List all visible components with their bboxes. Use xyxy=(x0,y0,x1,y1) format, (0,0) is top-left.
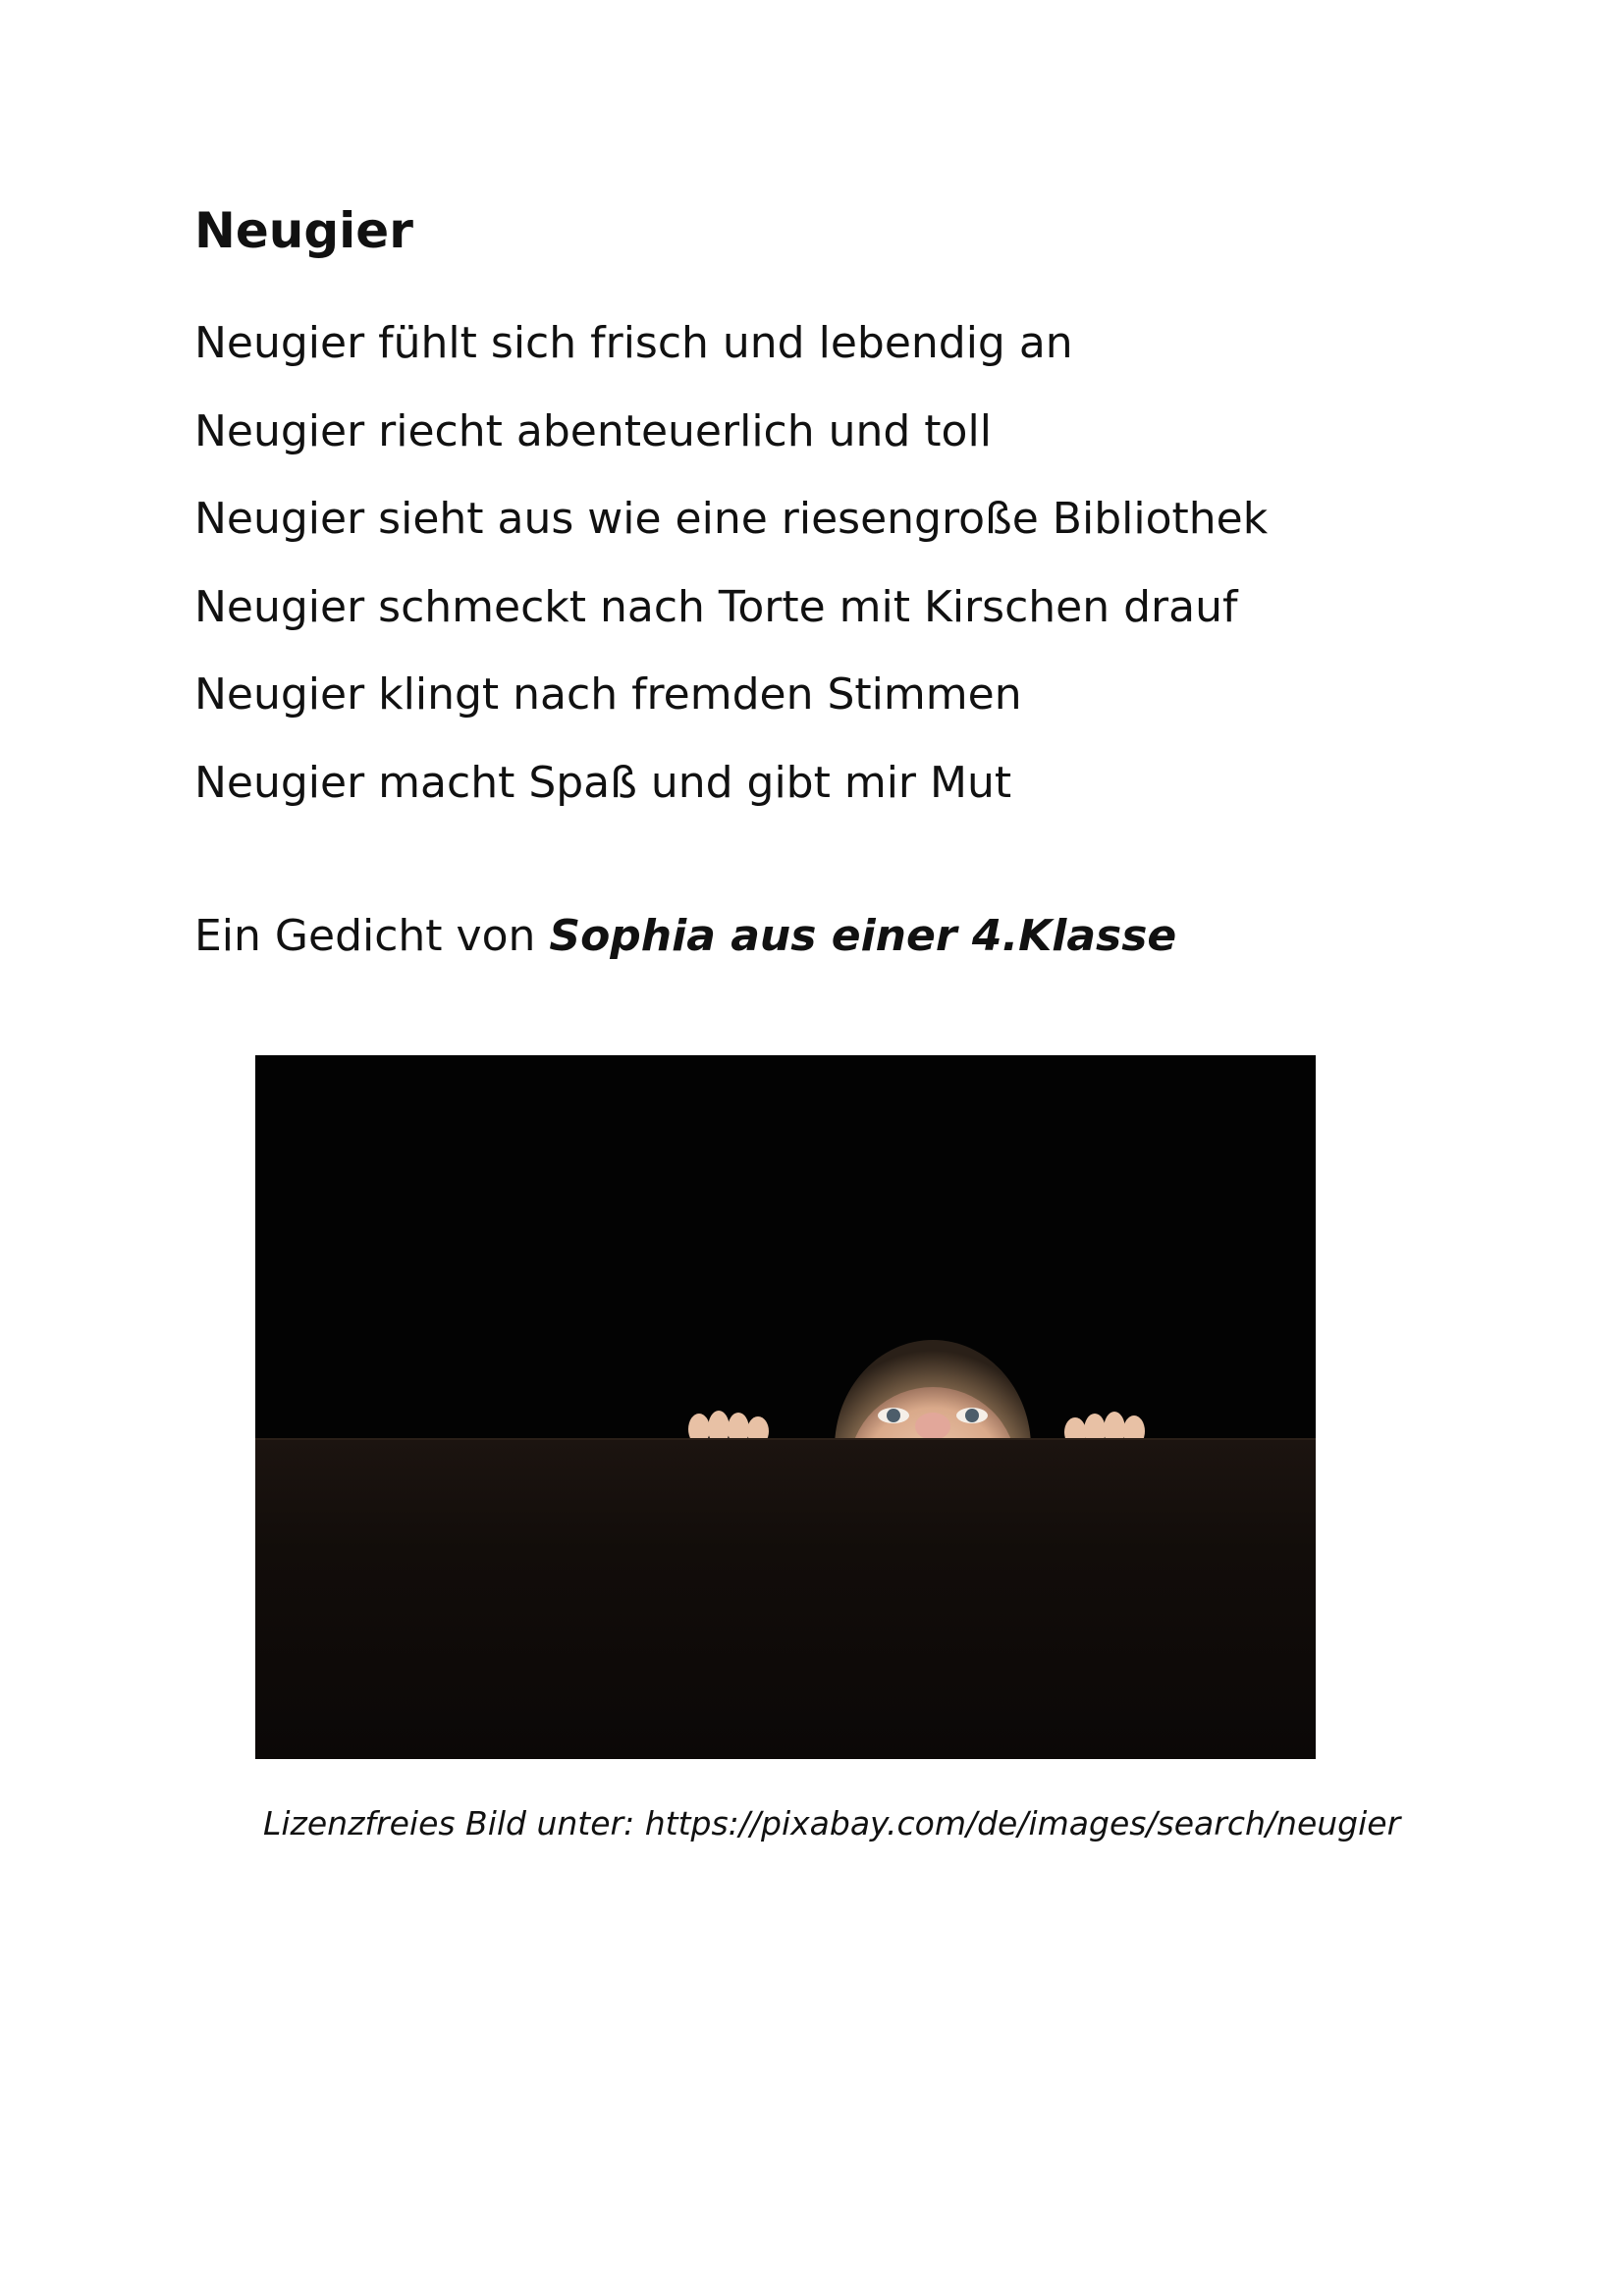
byline-prefix: Ein Gedicht von xyxy=(194,911,550,961)
poem-line: Neugier sieht aus wie eine riesengroße Bibliothek xyxy=(194,494,1269,545)
byline-author: Sophia aus einer 4.Klasse xyxy=(549,911,1177,961)
byline xyxy=(194,908,1176,964)
poem-line: Neugier riecht abenteuerlich und toll xyxy=(194,405,992,456)
poem-line: Neugier schmeckt nach Torte mit Kirschen drauf xyxy=(194,581,1238,632)
peeking-child-photo xyxy=(255,1055,1316,1759)
page-title: Neugier xyxy=(194,202,413,259)
poem-line: Neugier macht Spaß und gibt mir Mut xyxy=(194,757,1012,808)
image-caption: Lizenzfreies Bild unter: https://pixabay.com/de/images/search/neugier xyxy=(263,1804,1401,1842)
poem-line: Neugier fühlt sich frisch und lebendig an xyxy=(194,318,1073,368)
poem xyxy=(194,299,1268,828)
poem-line: Neugier klingt nach fremden Stimmen xyxy=(194,669,1022,721)
